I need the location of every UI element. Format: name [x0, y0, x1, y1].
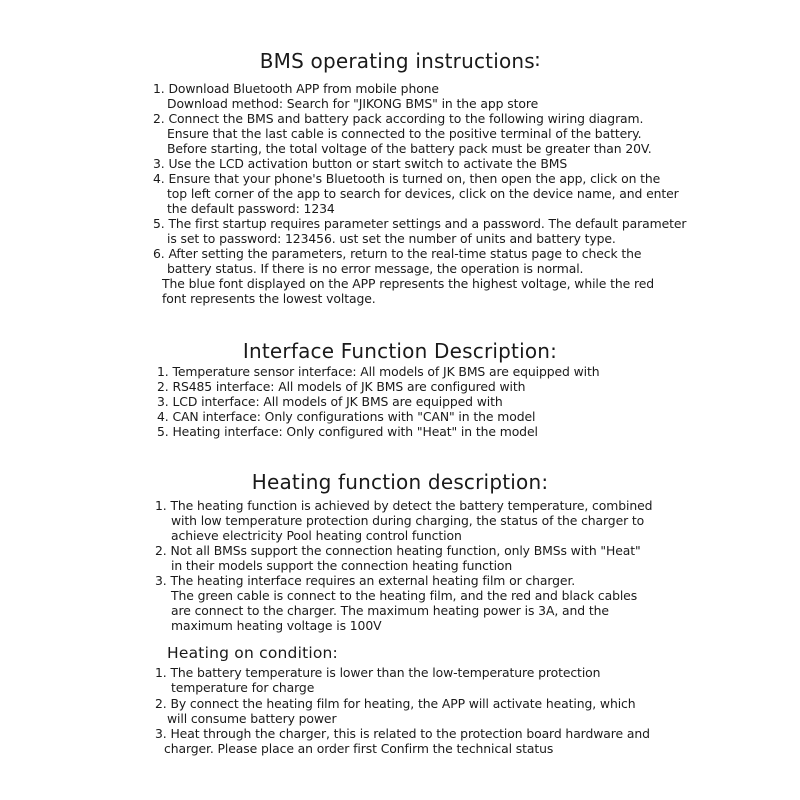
s1-line-8: top left corner of the app to search for devices, click on the device name, and enter: [167, 186, 679, 201]
s1-line-13: battery status. If there is no error message, the operation is normal.: [167, 261, 584, 276]
s1-line-2: Download method: Search for "JIKONG BMS" in the app store: [167, 96, 539, 111]
s3-line-9: maximum heating voltage is 100V: [171, 618, 382, 633]
s2-line-5: 5. Heating interface: Only configured with "Heat" in the model: [157, 424, 538, 439]
bms-instructions-title: BMS operating instructions∶: [259, 49, 541, 73]
s3-line-1: 1. The heating function is achieved by detect the battery temperature, combined: [155, 498, 653, 513]
s1-line-1: 1. Download Bluetooth APP from mobile phone: [153, 81, 439, 96]
s4-line-2: temperature for charge: [171, 680, 315, 695]
s2-line-2: 2. RS485 interface: All models of JK BMS are configured with: [157, 379, 526, 394]
s1-line-7: 4. Ensure that your phone's Bluetooth is turned on, then open the app, click on the: [153, 171, 661, 186]
s1-line-3: 2. Connect the BMS and battery pack according to the following wiring diagram.: [153, 111, 644, 126]
s4-line-1: 1. The battery temperature is lower than the low-temperature protection: [155, 665, 601, 680]
s4-line-3: 2. By connect the heating film for heating, the APP will activate heating, which: [155, 696, 636, 711]
s1-line-4: Ensure that the last cable is connected to the positive terminal of the battery.: [167, 126, 642, 141]
s3-line-4: 2. Not all BMSs support the connection heating function, only BMSs with "Heat": [155, 543, 641, 558]
s2-line-1: 1. Temperature sensor interface: All models of JK BMS are equipped with: [157, 364, 600, 379]
s2-line-4: 4. CAN interface: Only configurations with "CAN" in the model: [157, 409, 536, 424]
s1-line-6: 3. Use the LCD activation button or start switch to activate the BMS: [153, 156, 568, 171]
interface-description-title: Interface Function Description:: [242, 339, 558, 363]
s1-line-10: 5. The first startup requires parameter settings and a password. The default parameter: [153, 216, 687, 231]
s3-line-7: The green cable is connect to the heating film, and the red and black cables: [171, 588, 638, 603]
s2-line-3: 3. LCD interface: All models of JK BMS are equipped with: [157, 394, 503, 409]
s3-line-5: in their models support the connection heating function: [171, 558, 513, 573]
s1-line-9: the default password: 1234: [167, 201, 335, 216]
heating-condition-title: Heating on condition:: [167, 644, 338, 662]
heating-function-title: Heating function description:: [251, 470, 549, 494]
s3-line-8: are connect to the charger. The maximum heating power is 3A, and the: [171, 603, 609, 618]
s3-line-2: with low temperature protection during charging, the status of the charger to: [171, 513, 645, 528]
s3-line-3: achieve electricity Pool heating control function: [171, 528, 462, 543]
s4-line-4: will consume battery power: [167, 711, 337, 726]
s4-line-5: 3. Heat through the charger, this is related to the protection board hardware and: [155, 726, 650, 741]
s1-line-14: The blue font displayed on the APP represents the highest voltage, while the red: [162, 276, 655, 291]
s4-line-6: charger. Please place an order first Confirm the technical status: [164, 741, 554, 756]
s3-line-6: 3. The heating interface requires an external heating film or charger.: [155, 573, 576, 588]
s1-line-15: font represents the lowest voltage.: [162, 291, 376, 306]
s1-line-11: is set to password: 123456. ust set the number of units and battery type.: [167, 231, 616, 246]
s1-line-5: Before starting, the total voltage of the battery pack must be greater than 20V.: [167, 141, 652, 156]
s1-line-12: 6. After setting the parameters, return to the real-time status page to check the: [153, 246, 642, 261]
